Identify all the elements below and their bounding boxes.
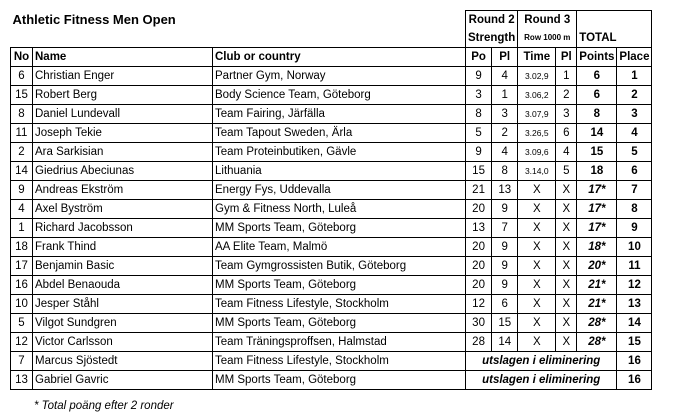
row-place: 16: [617, 371, 652, 390]
row-no: 18: [11, 238, 33, 257]
row-pl3: 3: [556, 105, 577, 124]
row-pl: 15: [492, 314, 518, 333]
row-pl3: X: [556, 238, 577, 257]
row-po: 9: [466, 67, 492, 86]
row-po: 28: [466, 333, 492, 352]
table-row: [11, 200, 652, 219]
column-header-row: [11, 48, 652, 67]
round3-sublabel: Row 1000 m: [518, 29, 577, 48]
row-pl: 9: [492, 257, 518, 276]
row-no: 16: [11, 276, 33, 295]
row-name: Frank Thind: [33, 238, 213, 257]
row-name: Axel Byström: [33, 200, 213, 219]
row-points: 28*: [577, 333, 617, 352]
row-no: 2: [11, 143, 33, 162]
row-pl: 1: [492, 86, 518, 105]
col-header-po: Po: [466, 48, 492, 67]
row-pl3: X: [556, 276, 577, 295]
header-spacer: [11, 29, 466, 48]
row-time: X: [518, 333, 556, 352]
table-row: [11, 162, 652, 181]
row-pl: 8: [492, 162, 518, 181]
row-pl3: X: [556, 257, 577, 276]
row-pl: 9: [492, 238, 518, 257]
col-header-place: Place: [617, 48, 652, 67]
row-eliminated-note: utslagen i eliminering: [466, 352, 617, 371]
row-pl3: 5: [556, 162, 577, 181]
row-club: Gym & Fitness North, Luleå: [213, 200, 466, 219]
row-club: Lithuania: [213, 162, 466, 181]
row-place: 7: [617, 181, 652, 200]
table-row: [11, 143, 652, 162]
row-no: 17: [11, 257, 33, 276]
row-place: 13: [617, 295, 652, 314]
row-name: Abdel Benaouda: [33, 276, 213, 295]
row-pl3: X: [556, 333, 577, 352]
row-pl3: X: [556, 295, 577, 314]
row-name: Jesper Ståhl: [33, 295, 213, 314]
row-name: Marcus Sjöstedt: [33, 352, 213, 371]
row-no: 7: [11, 352, 33, 371]
row-name: Gabriel Gavric: [33, 371, 213, 390]
col-header-name: Name: [33, 48, 213, 67]
row-points: 14: [577, 124, 617, 143]
row-pl: 14: [492, 333, 518, 352]
row-po: 20: [466, 238, 492, 257]
row-place: 4: [617, 124, 652, 143]
row-no: 4: [11, 200, 33, 219]
row-no: 13: [11, 371, 33, 390]
row-po: 20: [466, 276, 492, 295]
table-row: [11, 314, 652, 333]
col-header-no: No: [11, 48, 33, 67]
results-table: [10, 10, 652, 390]
row-time: X: [518, 200, 556, 219]
row-place: 1: [617, 67, 652, 86]
row-time: 3.06,2: [518, 86, 556, 105]
row-place: 5: [617, 143, 652, 162]
header-row-1: [11, 11, 652, 30]
table-row-eliminated: [11, 371, 652, 390]
total-spacer: [577, 11, 652, 30]
table-row: [11, 333, 652, 352]
row-points: 17*: [577, 200, 617, 219]
row-po: 20: [466, 200, 492, 219]
row-no: 9: [11, 181, 33, 200]
row-place: 3: [617, 105, 652, 124]
row-time: 3.14,0: [518, 162, 556, 181]
col-header-points: Points: [577, 48, 617, 67]
row-pl: 3: [492, 105, 518, 124]
row-no: 12: [11, 333, 33, 352]
row-name: Ara Sarkisian: [33, 143, 213, 162]
round3-label: Round 3: [518, 11, 577, 30]
row-place: 2: [617, 86, 652, 105]
row-name: Robert Berg: [33, 86, 213, 105]
row-time: X: [518, 181, 556, 200]
row-club: Team Träningsproffsen, Halmstad: [213, 333, 466, 352]
row-pl3: 1: [556, 67, 577, 86]
row-place: 11: [617, 257, 652, 276]
row-no: 10: [11, 295, 33, 314]
table-row: [11, 105, 652, 124]
row-time: X: [518, 238, 556, 257]
row-pl: 9: [492, 276, 518, 295]
table-row: [11, 86, 652, 105]
row-no: 11: [11, 124, 33, 143]
row-po: 30: [466, 314, 492, 333]
row-points: 28*: [577, 314, 617, 333]
row-time: X: [518, 314, 556, 333]
row-points: 21*: [577, 276, 617, 295]
row-name: Joseph Tekie: [33, 124, 213, 143]
table-row: [11, 219, 652, 238]
row-club: Partner Gym, Norway: [213, 67, 466, 86]
col-header-club: Club or country: [213, 48, 466, 67]
row-po: 8: [466, 105, 492, 124]
row-po: 20: [466, 257, 492, 276]
row-time: 3.02,9: [518, 67, 556, 86]
row-pl: 13: [492, 181, 518, 200]
row-club: MM Sports Team, Göteborg: [213, 371, 466, 390]
row-po: 21: [466, 181, 492, 200]
row-points: 21*: [577, 295, 617, 314]
row-club: Team Proteinbutiken, Gävle: [213, 143, 466, 162]
row-pl3: X: [556, 200, 577, 219]
row-no: 6: [11, 67, 33, 86]
row-points: 20*: [577, 257, 617, 276]
row-club: MM Sports Team, Göteborg: [213, 276, 466, 295]
row-club: AA Elite Team, Malmö: [213, 238, 466, 257]
total-label: TOTAL: [577, 29, 652, 48]
row-time: 3.09,6: [518, 143, 556, 162]
row-po: 12: [466, 295, 492, 314]
row-club: Body Science Team, Göteborg: [213, 86, 466, 105]
row-points: 15: [577, 143, 617, 162]
row-pl: 7: [492, 219, 518, 238]
row-no: 5: [11, 314, 33, 333]
row-club: Team Tapout Sweden, Ärla: [213, 124, 466, 143]
row-po: 15: [466, 162, 492, 181]
row-points: 17*: [577, 181, 617, 200]
row-name: Victor Carlsson: [33, 333, 213, 352]
row-points: 8: [577, 105, 617, 124]
row-time: X: [518, 219, 556, 238]
row-name: Daniel Lundevall: [33, 105, 213, 124]
row-time: X: [518, 276, 556, 295]
table-row: [11, 238, 652, 257]
row-club: Team Fitness Lifestyle, Stockholm: [213, 295, 466, 314]
row-pl3: X: [556, 219, 577, 238]
col-header-pl: Pl: [492, 48, 518, 67]
row-pl: 6: [492, 295, 518, 314]
row-no: 1: [11, 219, 33, 238]
row-place: 8: [617, 200, 652, 219]
row-pl: 9: [492, 200, 518, 219]
row-time: 3.26,5: [518, 124, 556, 143]
row-no: 14: [11, 162, 33, 181]
table-row: [11, 181, 652, 200]
row-place: 16: [617, 352, 652, 371]
table-row: [11, 276, 652, 295]
row-no: 8: [11, 105, 33, 124]
page-title: Athletic Fitness Men Open: [12, 11, 176, 27]
row-pl3: X: [556, 181, 577, 200]
row-club: MM Sports Team, Göteborg: [213, 219, 466, 238]
row-name: Andreas Ekström: [33, 181, 213, 200]
col-header-pl3: Pl: [556, 48, 577, 67]
row-club: Team Fitness Lifestyle, Stockholm: [213, 352, 466, 371]
row-place: 15: [617, 333, 652, 352]
row-name: Vilgot Sundgren: [33, 314, 213, 333]
row-place: 14: [617, 314, 652, 333]
row-time: 3.07,9: [518, 105, 556, 124]
table-row: [11, 124, 652, 143]
row-points: 6: [577, 86, 617, 105]
row-eliminated-note: utslagen i eliminering: [466, 371, 617, 390]
row-time: X: [518, 295, 556, 314]
row-pl: 4: [492, 143, 518, 162]
row-club: Energy Fys, Uddevalla: [213, 181, 466, 200]
col-header-time: Time: [518, 48, 556, 67]
row-no: 15: [11, 86, 33, 105]
table-row: [11, 257, 652, 276]
row-club: Team Fairing, Järfälla: [213, 105, 466, 124]
row-po: 9: [466, 143, 492, 162]
table-row: [11, 295, 652, 314]
row-place: 10: [617, 238, 652, 257]
row-pl: 2: [492, 124, 518, 143]
row-po: 3: [466, 86, 492, 105]
row-name: Christian Enger: [33, 67, 213, 86]
row-points: 6: [577, 67, 617, 86]
row-pl3: 2: [556, 86, 577, 105]
row-club: MM Sports Team, Göteborg: [213, 314, 466, 333]
row-pl3: X: [556, 314, 577, 333]
row-name: Giedrius Abeciunas: [33, 162, 213, 181]
row-place: 6: [617, 162, 652, 181]
row-place: 12: [617, 276, 652, 295]
table-row-eliminated: [11, 352, 652, 371]
row-club: Team Gymgrossisten Butik, Göteborg: [213, 257, 466, 276]
header-row-2: [11, 29, 652, 48]
row-points: 18: [577, 162, 617, 181]
row-time: X: [518, 257, 556, 276]
row-name: Benjamin Basic: [33, 257, 213, 276]
row-points: 18*: [577, 238, 617, 257]
footnote: * Total poäng efter 2 ronder: [34, 400, 174, 412]
row-pl3: 4: [556, 143, 577, 162]
table-row: [11, 67, 652, 86]
row-place: 9: [617, 219, 652, 238]
row-po: 5: [466, 124, 492, 143]
row-po: 13: [466, 219, 492, 238]
round2-label: Round 2: [466, 11, 518, 30]
round2-sublabel: Strength: [466, 29, 518, 48]
row-pl3: 6: [556, 124, 577, 143]
row-points: 17*: [577, 219, 617, 238]
row-pl: 4: [492, 67, 518, 86]
row-name: Richard Jacobsson: [33, 219, 213, 238]
